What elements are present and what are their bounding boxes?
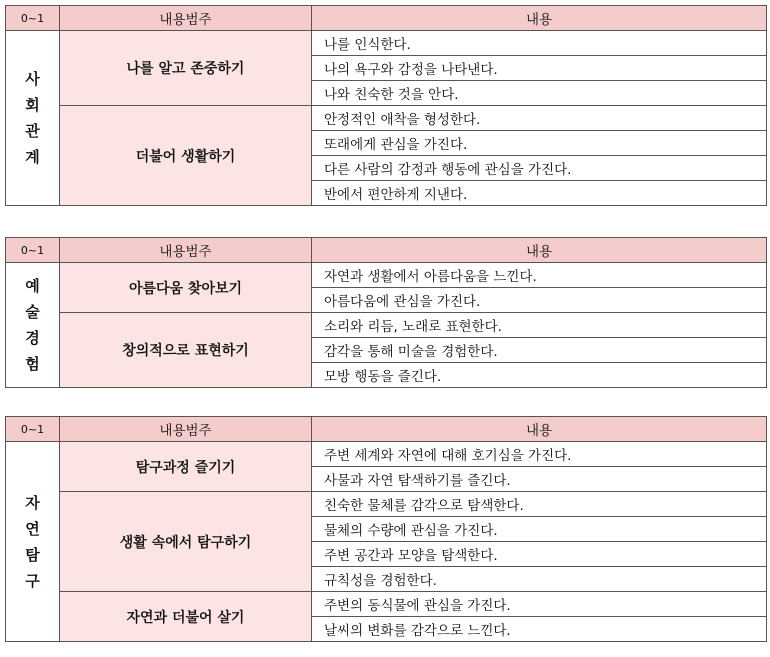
category-cell: 아름다움 찾아보기 bbox=[60, 263, 312, 313]
content-item: 감각을 통해 미술을 경험한다. bbox=[312, 338, 767, 363]
category-cell: 자연과 더불어 살기 bbox=[60, 592, 312, 642]
area-label: 사 회 관 계 bbox=[6, 31, 60, 206]
category-cell: 생활 속에서 탐구하기 bbox=[60, 492, 312, 592]
content-item: 소리와 리듬, 노래로 표현한다. bbox=[312, 313, 767, 338]
category-header: 내용범주 bbox=[60, 417, 312, 442]
category-header: 내용범주 bbox=[60, 6, 312, 31]
content-item: 날씨의 변화를 감각으로 느낀다. bbox=[312, 617, 767, 642]
area-label: 자 연 탐 구 bbox=[6, 442, 60, 642]
content-item: 나의 욕구와 감정을 나타낸다. bbox=[312, 56, 767, 81]
content-item: 다른 사람의 감정과 행동에 관심을 가진다. bbox=[312, 156, 767, 181]
content-item: 친숙한 물체를 감각으로 탐색한다. bbox=[312, 492, 767, 517]
age-header: 0~1 bbox=[6, 6, 60, 31]
content-item: 또래에게 관심을 가진다. bbox=[312, 131, 767, 156]
area-label: 예 술 경 험 bbox=[6, 263, 60, 388]
category-cell: 나를 알고 존중하기 bbox=[60, 31, 312, 106]
content-item: 모방 행동을 즐긴다. bbox=[312, 363, 767, 388]
content-item: 반에서 편안하게 지낸다. bbox=[312, 181, 767, 206]
age-header: 0~1 bbox=[6, 238, 60, 263]
category-cell: 창의적으로 표현하기 bbox=[60, 313, 312, 388]
content-header: 내용 bbox=[312, 417, 767, 442]
art-experience-table bbox=[5, 237, 767, 388]
content-item: 자연과 생활에서 아름다움을 느낀다. bbox=[312, 263, 767, 288]
content-header: 내용 bbox=[312, 238, 767, 263]
content-item: 규칙성을 경험한다. bbox=[312, 567, 767, 592]
category-cell: 더불어 생활하기 bbox=[60, 106, 312, 206]
category-cell: 탐구과정 즐기기 bbox=[60, 442, 312, 492]
content-item: 주변 세계와 자연에 대해 호기심을 가진다. bbox=[312, 442, 767, 467]
content-item: 주변의 동식물에 관심을 가진다. bbox=[312, 592, 767, 617]
content-item: 주변 공간과 모양을 탐색한다. bbox=[312, 542, 767, 567]
content-header: 내용 bbox=[312, 6, 767, 31]
category-header: 내용범주 bbox=[60, 238, 312, 263]
content-item: 나를 인식한다. bbox=[312, 31, 767, 56]
content-item: 물체의 수량에 관심을 가진다. bbox=[312, 517, 767, 542]
content-item: 사물과 자연 탐색하기를 즐긴다. bbox=[312, 467, 767, 492]
content-item: 아름다움에 관심을 가진다. bbox=[312, 288, 767, 313]
social-relations-table bbox=[5, 5, 767, 206]
nature-inquiry-table bbox=[5, 416, 767, 642]
age-header: 0~1 bbox=[6, 417, 60, 442]
content-item: 나와 친숙한 것을 안다. bbox=[312, 81, 767, 106]
content-item: 안정적인 애착을 형성한다. bbox=[312, 106, 767, 131]
